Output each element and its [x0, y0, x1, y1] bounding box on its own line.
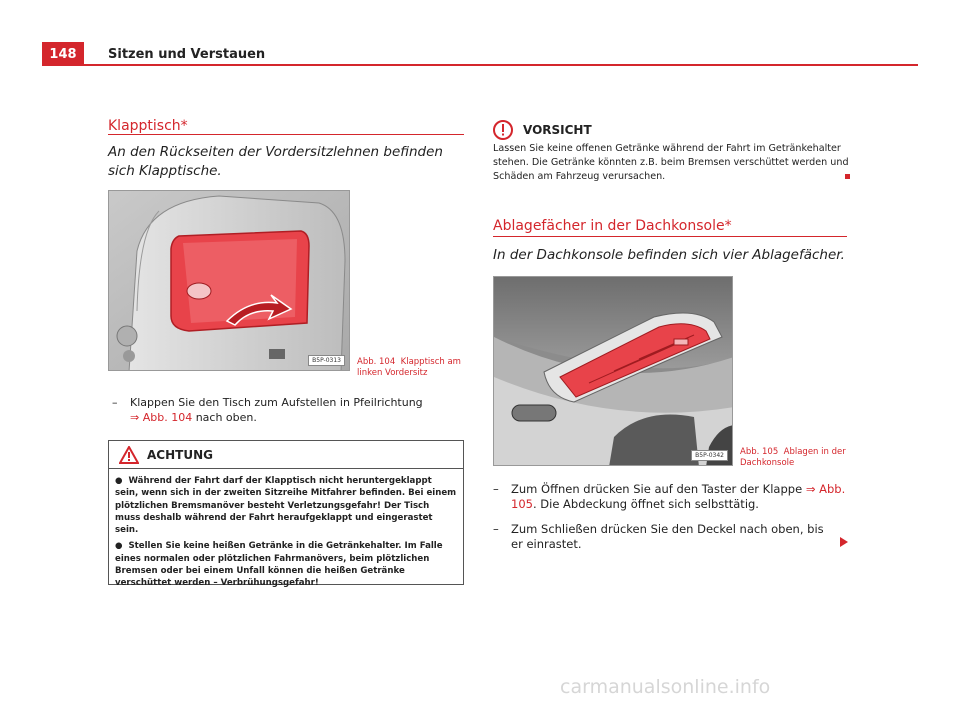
section-title-klapptisch: Klapptisch*	[108, 118, 188, 134]
step-text: Zum Öffnen drücken Sie auf den Taster der Klappe	[511, 482, 803, 496]
figure-code: B5P-0342	[691, 450, 728, 461]
figure-104-image	[108, 190, 350, 371]
instruction-klapptisch	[112, 395, 457, 425]
section-rule	[108, 134, 464, 135]
warning-item: ● Stellen Sie keine heißen Getränke in die Getränkehalter. Im Falle eines normalen oder plötzlichen Fahrmanövers, beim plötzlichen Bremsen oder bei einem Unfall können die heißen Getränke verschüttet werden – Verbrühungsgefahr!	[115, 541, 443, 589]
roof-console-illustration	[494, 277, 733, 466]
instruction-tail: nach oben.	[195, 411, 257, 424]
caution-exclamation-icon	[493, 120, 513, 140]
warning-body	[109, 469, 463, 590]
figure-code: B5P-0313	[308, 355, 345, 366]
figure-reference-link[interactable]: ⇒ Abb. 104	[130, 411, 193, 424]
dash: –	[493, 522, 499, 536]
intro-klapptisch: An den Rückseiten der Vordersitzlehnen befinden sich Klapptische.	[108, 144, 443, 179]
dash: –	[112, 396, 118, 409]
warning-box	[108, 440, 464, 589]
step-text: Zum Schließen drücken Sie den Deckel nach oben, bis er einrastet.	[511, 522, 824, 551]
seatback-illustration	[109, 191, 350, 371]
caution-title: VORSICHT	[523, 123, 592, 137]
figure-104-caption	[357, 357, 467, 379]
section-title-dachkonsole: Ablagefächer in der Dachkonsole*	[493, 218, 732, 234]
dash: –	[493, 482, 499, 496]
page-number: 148	[42, 42, 84, 66]
figure-105-caption	[740, 447, 850, 469]
continue-arrow-icon	[840, 537, 848, 547]
watermark: carmanualsonline.info	[560, 676, 771, 698]
intro-dachkonsole: In der Dachkonsole befinden sich vier Ablagefächer.	[493, 247, 845, 263]
warning-title: ACHTUNG	[147, 447, 213, 462]
caution-header	[493, 120, 592, 140]
instruction-text: Klappen Sie den Tisch zum Aufstellen in Pfeilrichtung	[130, 396, 423, 409]
caption-label: Abb. 104	[357, 357, 396, 367]
step-open	[493, 482, 847, 512]
section-rule	[493, 236, 847, 237]
caption-text: Ablagen in der Dachkonsole	[740, 447, 846, 468]
header-rule	[84, 64, 918, 66]
warning-triangle-icon	[119, 446, 139, 464]
end-marker	[845, 174, 850, 179]
step-close	[493, 522, 833, 552]
chapter-title: Sitzen und Verstauen	[108, 47, 266, 62]
warning-header	[109, 441, 463, 469]
caution-text: Lassen Sie keine offenen Getränke während der Fahrt im Getränkehalter stehen. Die Getränke könnten z.B. beim Bremsen verschüttet werden und Schäden am Fahrzeug verursachen.	[493, 143, 849, 182]
caption-text: Klapptisch am linken Vordersitz	[357, 357, 461, 378]
caption-label: Abb. 105	[740, 447, 779, 457]
figure-105-image	[493, 276, 733, 466]
figure-reference-link[interactable]: ⇒ Abb. 105	[511, 482, 846, 511]
step-tail: . Die Abdeckung öffnet sich selbsttätig.	[532, 497, 759, 511]
warning-item: ● Während der Fahrt darf der Klapptisch nicht heruntergeklappt sein, wenn sich in der zweiten Sitzreihe Mitfahrer befinden. Bei einem plötzlichen Bremsmanöver besteht Verletzungsgefahr! Der Tisch muss deshalb während der Fahrt heraufgeklappt und eingerastet sein.	[115, 476, 457, 536]
